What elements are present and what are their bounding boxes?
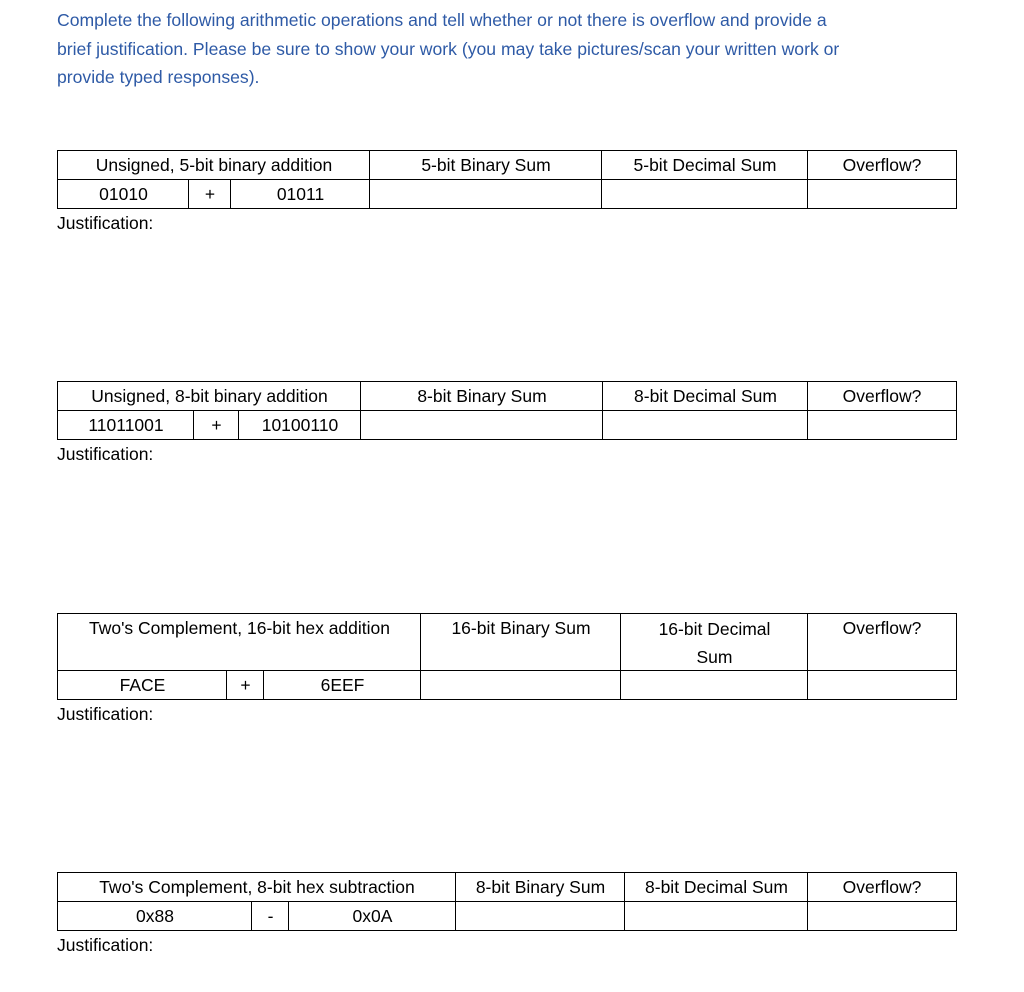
problem-1-overflow-header: Overflow? [842, 155, 922, 175]
problem-2-binary-sum-answer[interactable] [361, 411, 603, 439]
problem-1-overflow-answer[interactable] [808, 180, 956, 208]
problem-3-binary-sum-header: 16-bit Binary Sum [451, 618, 591, 638]
problem-3-operator: + [240, 674, 251, 695]
problem-2-overflow-answer[interactable] [808, 411, 956, 439]
problem-3-decimal-sum-answer[interactable] [621, 671, 808, 699]
problem-4-overflow-header: Overflow? [842, 877, 922, 897]
problem-4-decimal-sum-answer[interactable] [625, 902, 808, 930]
problem-2-justification-label: Justification: [57, 444, 154, 464]
problem-1-decimal-sum-answer[interactable] [602, 180, 808, 208]
problem-2-operator: + [211, 414, 222, 435]
problem-4-binary-sum-header: 8-bit Binary Sum [475, 877, 606, 897]
instructions-line-2: brief justification. Please be sure to show your work (you may take pictures/scan your written work or [57, 38, 840, 59]
problem-2-table [57, 381, 957, 440]
problem-3-operand-a: FACE [119, 674, 166, 695]
problem-2-binary-sum-header: 8-bit Binary Sum [417, 386, 547, 406]
problem-4-decimal-sum-header: 8-bit Decimal Sum [645, 877, 788, 897]
problem-2-decimal-sum-answer[interactable] [603, 411, 808, 439]
problem-1-operator: + [204, 183, 216, 204]
problem-1-operand-a: 01010 [99, 183, 148, 204]
problem-1-justification-label: Justification: [57, 213, 154, 233]
problem-4-operand-b: 0x0A [352, 905, 393, 926]
problem-3-overflow-header: Overflow? [842, 618, 922, 638]
instructions [57, 6, 967, 92]
problem-4-operation-header: Two's Complement, 8-bit hex subtraction [99, 877, 415, 897]
problem-3-operand-b: 6EEF [320, 674, 365, 695]
problem-4-operand-a: 0x88 [136, 905, 174, 926]
problem-2-operand-b: 10100110 [261, 414, 339, 435]
problem-3-table [57, 613, 957, 700]
problem-1-table [57, 150, 957, 209]
problem-1-operation-header: Unsigned, 5-bit binary addition [95, 155, 333, 175]
problem-2-decimal-sum-header: 8-bit Decimal Sum [634, 386, 777, 406]
problem-3-binary-sum-answer[interactable] [421, 671, 621, 699]
problem-3-operation-header: Two's Complement, 16-bit hex addition [89, 618, 390, 638]
problem-3-overflow-answer[interactable] [808, 671, 956, 699]
problem-4-overflow-answer[interactable] [808, 902, 956, 930]
problem-3-decimal-sum-header: 16-bit Decimal Sum [658, 618, 771, 667]
problem-4-justification-label: Justification: [57, 935, 154, 955]
instructions-line-1: Complete the following arithmetic operations and tell whether or not there is overflow and provide a [57, 10, 827, 30]
problem-2-operand-a: 11011001 [88, 414, 164, 435]
problem-2-operation-header: Unsigned, 8-bit binary addition [91, 386, 328, 406]
problem-2-overflow-header: Overflow? [842, 386, 922, 406]
problem-1-binary-sum-answer[interactable] [370, 180, 602, 208]
instructions-line-3: provide typed responses). [57, 67, 260, 87]
problem-3-justification-label: Justification: [57, 704, 154, 724]
problem-1-decimal-sum-header: 5-bit Decimal Sum [633, 155, 777, 175]
problem-4-operator: - [267, 905, 274, 926]
problem-4-table [57, 872, 957, 931]
problem-1-operand-b: 01011 [276, 183, 325, 204]
problem-4-binary-sum-answer[interactable] [456, 902, 625, 930]
problem-1-binary-sum-header: 5-bit Binary Sum [421, 155, 551, 175]
